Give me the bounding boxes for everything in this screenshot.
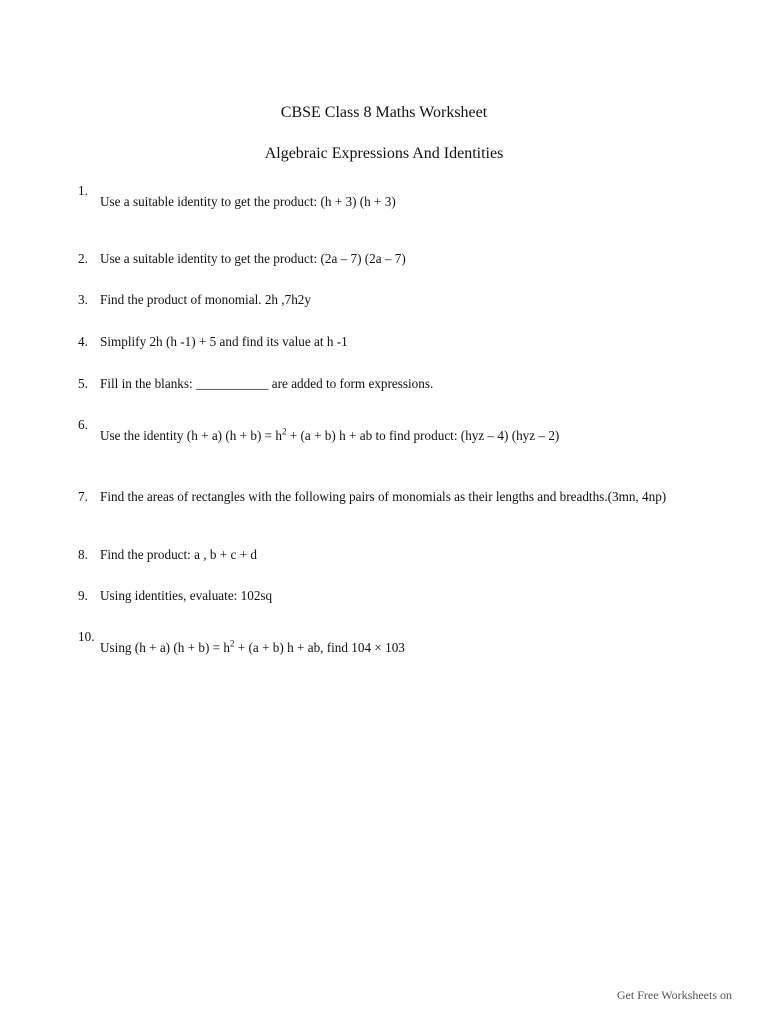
question-number: 2. bbox=[78, 251, 88, 266]
question-text: Find the product: a , b + c + d bbox=[100, 547, 257, 562]
question-text bbox=[100, 427, 688, 444]
superscript: 2 bbox=[282, 426, 287, 437]
question-7 bbox=[78, 488, 688, 505]
question-3 bbox=[78, 291, 688, 308]
question-text-part: + (a + b) h + ab to find product: (hyz – 4) (hyz – 2) bbox=[286, 428, 560, 443]
footer-text: Get Free Worksheets on bbox=[616, 988, 732, 1002]
question-text: Use a suitable identity to get the product: (h + 3) (h + 3) bbox=[100, 194, 396, 209]
question-number: 4. bbox=[78, 334, 88, 349]
question-number: 9. bbox=[78, 588, 88, 603]
question-text: Find the areas of rectangles with the following pairs of monomials as their lengths and breadths.(3mn, 4np) bbox=[100, 489, 667, 504]
question-number: 3. bbox=[78, 292, 88, 307]
question-number: 6. bbox=[78, 417, 88, 432]
question-number: 8. bbox=[78, 547, 88, 562]
superscript: 2 bbox=[230, 638, 235, 649]
question-text-part: Use the identity (h + a) (h + b) = h bbox=[100, 428, 282, 443]
question-text: Fill in the blanks: ___________ are added to form expressions. bbox=[100, 376, 434, 391]
question-text-part: Using (h + a) (h + b) = h bbox=[100, 640, 230, 655]
question-6 bbox=[78, 416, 688, 444]
worksheet-title: CBSE Class 8 Maths Worksheet bbox=[280, 104, 488, 121]
question-text: Simplify 2h (h -1) + 5 and find its value at h -1 bbox=[100, 334, 348, 349]
question-8 bbox=[78, 546, 688, 563]
question-2 bbox=[78, 250, 688, 267]
question-number: 10. bbox=[78, 629, 95, 644]
question-1 bbox=[78, 182, 688, 210]
question-number: 5. bbox=[78, 376, 88, 391]
question-text: Using identities, evaluate: 102sq bbox=[100, 588, 273, 603]
question-number: 7. bbox=[78, 489, 88, 504]
worksheet-subtitle: Algebraic Expressions And Identities bbox=[264, 145, 504, 162]
question-number: 1. bbox=[78, 183, 88, 198]
question-text bbox=[100, 639, 688, 656]
question-4 bbox=[78, 333, 688, 350]
question-9 bbox=[78, 587, 688, 604]
question-text: Find the product of monomial. 2h ,7h2y bbox=[100, 292, 311, 307]
question-text-part: + (a + b) h + ab, find 104 × 103 bbox=[234, 640, 405, 655]
question-10 bbox=[78, 628, 688, 656]
question-text: Use a suitable identity to get the product: (2a – 7) (2a – 7) bbox=[100, 251, 406, 266]
question-5 bbox=[78, 375, 688, 392]
